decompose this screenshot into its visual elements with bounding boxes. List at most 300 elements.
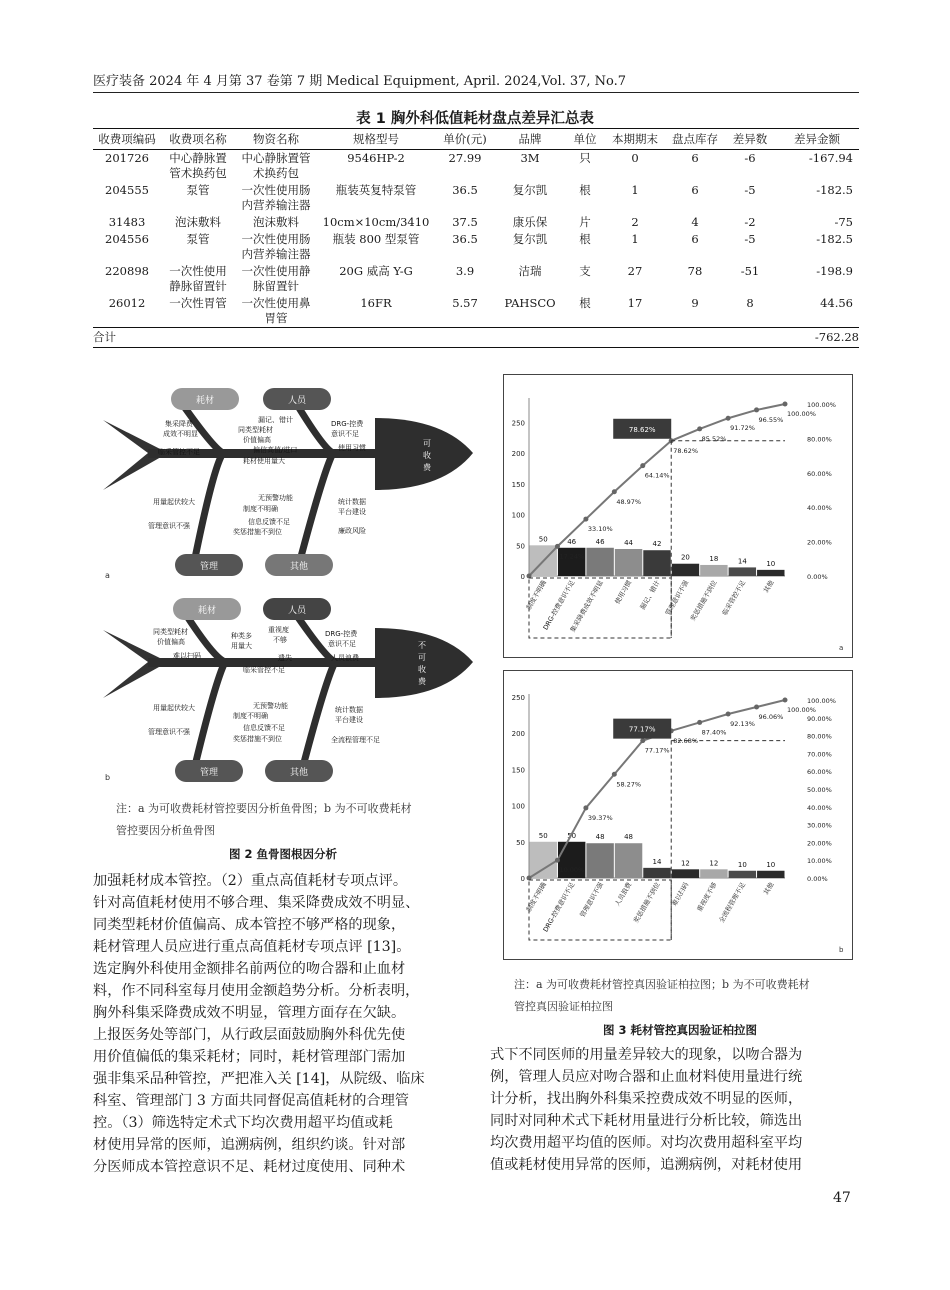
head-text: 可 xyxy=(423,439,431,448)
label: 其他 xyxy=(289,562,309,572)
table-cell: 根 xyxy=(579,183,591,197)
cause: 信息反馈不足 xyxy=(243,724,285,732)
bar-value-label: 50 xyxy=(538,535,548,544)
label: 人员 xyxy=(287,606,307,616)
table-header-cell: 单价(元) xyxy=(435,129,495,150)
bar-value-label: 48 xyxy=(624,833,634,842)
table-cell xyxy=(235,328,317,348)
x-tick-label: 制度不明确 xyxy=(524,881,548,914)
fish-head xyxy=(375,628,473,698)
y2-tick-label: 0.00% xyxy=(807,573,828,581)
panel-label: b xyxy=(105,773,111,782)
table-header-cell: 差异金额 xyxy=(775,129,859,150)
cumulative-point xyxy=(583,805,588,810)
cell-line: 脉留置针 xyxy=(253,279,299,293)
cumulative-point xyxy=(697,426,702,431)
table-cell xyxy=(161,328,235,348)
bar-value-label: 50 xyxy=(538,831,548,840)
table-cell xyxy=(435,328,495,348)
x-tick-label: 管理意识不强 xyxy=(663,579,691,617)
cause: 重视度 xyxy=(268,626,289,634)
cumulative-label: 77.17% xyxy=(644,746,670,755)
panel-label: a xyxy=(105,571,110,580)
y2-tick-label: 0.00% xyxy=(807,875,828,883)
table-cell: 片 xyxy=(579,215,591,229)
cell-line: 一次性使用 xyxy=(169,264,227,278)
text-line: 材使用异常的医师，追溯病例，组织约谈。针对部 xyxy=(93,1137,406,1153)
table-cell: 201726 xyxy=(105,151,149,165)
cause-labels xyxy=(148,625,380,744)
table-cell xyxy=(161,182,235,214)
cumulative-label: 17.24% xyxy=(559,552,585,561)
cumulative-label: 33.10% xyxy=(587,525,613,534)
y-tick-label: 200 xyxy=(511,730,525,739)
cause: 奖惩措施不到位 xyxy=(233,735,282,743)
bar xyxy=(729,871,756,878)
table-header-cell: 盘点库存 xyxy=(665,129,725,150)
y2-tick-label: 60.00% xyxy=(807,469,832,478)
text-line: 针对高值耗材使用不够合理、集采降费成效不明显、 xyxy=(93,895,420,911)
bar-value-label: 46 xyxy=(595,537,605,546)
table-header-cell: 物资名称 xyxy=(235,129,317,150)
cause: 漏记、错计 xyxy=(258,416,293,424)
cause: 奖惩措施不到位 xyxy=(233,528,282,536)
cell-line: 内营养输注器 xyxy=(241,247,311,261)
table-cell: 4 xyxy=(691,215,699,229)
cell-line: 管术换药包 xyxy=(169,166,227,180)
x-tick-label: 其他 xyxy=(762,881,776,897)
cumulative-point xyxy=(754,705,759,710)
cell-line: 泡沫敷料 xyxy=(253,215,299,229)
table-cell xyxy=(665,328,725,348)
table-cell: 2 xyxy=(631,215,639,229)
y-tick-label: 250 xyxy=(511,419,525,428)
table-title: 表 1 胸外科低值耗材盘点差异汇总表 xyxy=(356,111,594,127)
bar xyxy=(757,871,784,878)
table-cell: 17 xyxy=(627,296,643,310)
bar-value-label: 14 xyxy=(652,857,662,866)
pareto-chart-b xyxy=(503,670,853,960)
y2-tick-label: 20.00% xyxy=(807,538,832,547)
cumulative-point xyxy=(783,402,788,407)
cause: DRG-控费 xyxy=(331,420,364,428)
table-cell: 5.57 xyxy=(452,296,478,310)
cause: 种类多 xyxy=(231,632,252,640)
fig3-caption: 图 3 耗材管控真因验证柏拉图 xyxy=(602,1023,757,1037)
page-number: 47 xyxy=(833,1190,851,1206)
table-cell xyxy=(495,328,565,348)
table-cell: 44.56 xyxy=(820,296,853,310)
table-cell: 9 xyxy=(691,296,699,310)
cause: 同类型耗材 xyxy=(238,426,273,434)
table-cell: -167.94 xyxy=(808,151,853,165)
table-cell: 1 xyxy=(631,232,639,246)
table-cell: 3M xyxy=(520,151,540,165)
cumulative-point xyxy=(783,698,788,703)
table-header-cell: 规格型号 xyxy=(317,129,435,150)
table-header-cell: 收费项名称 xyxy=(161,129,235,150)
cause: 制度不明确 xyxy=(233,712,268,720)
text-line: 同时对同种术式下耗材用量进行分析比较，筛选出 xyxy=(490,1113,803,1129)
head-text: 费 xyxy=(418,677,426,686)
table-cell xyxy=(235,182,317,214)
bar xyxy=(700,565,727,576)
x-tick-label: 使用习惯 xyxy=(613,579,634,606)
bar xyxy=(615,843,642,878)
table-header-cell: 单位 xyxy=(565,129,605,150)
cumulative-label: 39.37% xyxy=(587,813,613,822)
running-header: 医疗装备 2024 年 4 月第 37 卷第 7 期 Medical Equipment, April. 2024,Vol. 37, No.7 xyxy=(93,74,627,89)
y2-tick-label: 40.00% xyxy=(807,803,832,812)
table-cell: 6 xyxy=(691,183,699,197)
cumulative-label: 87.40% xyxy=(701,728,727,737)
fig3-note xyxy=(514,974,864,1018)
cause: 成效不明显 xyxy=(163,430,198,438)
cause: 平台建设 xyxy=(338,508,366,516)
x-tick-label: 人员浪费 xyxy=(613,881,634,908)
y-tick-label: 200 xyxy=(511,450,525,459)
x-tick-label: 难以扫码 xyxy=(670,881,691,908)
table-cell: 复尔凯 xyxy=(512,232,548,246)
table-cell: 31483 xyxy=(108,215,146,229)
text-line: 计分析，找出胸外科集采控费成效不明显的医师， xyxy=(490,1091,803,1107)
cause: 使用习惯 xyxy=(338,444,366,452)
table-cell: 洁瑞 xyxy=(518,264,542,278)
cause: 难以扫码 xyxy=(173,652,201,660)
bar-value-label: 14 xyxy=(737,557,747,566)
text-line: 值或耗材使用异常的医师，追溯病例，对耗材使用 xyxy=(490,1157,803,1173)
cause: 集采降费 xyxy=(165,420,193,428)
table-cell: 瓶装英复特泵管 xyxy=(335,183,417,197)
cumulative-point xyxy=(555,858,560,863)
y2-tick-label: 40.00% xyxy=(807,504,832,513)
cause: 人员浪费 xyxy=(331,654,359,662)
cause: 无预警功能 xyxy=(253,702,288,710)
table-cell xyxy=(235,263,317,295)
note-line: 注：a 为可收费耗材管控要因分析鱼骨图；b 为不可收费耗材 xyxy=(116,802,412,815)
cumulative-label: 78.62% xyxy=(673,446,699,455)
table-cell: 支 xyxy=(579,264,591,278)
table-cell: 1 xyxy=(631,183,639,197)
table-cell: 78 xyxy=(687,264,703,278)
cumulative-label: 85.52% xyxy=(701,434,727,443)
y2-tick-label: 70.00% xyxy=(807,750,832,759)
bar-value-label: 12 xyxy=(680,859,690,868)
y2-tick-label: 80.00% xyxy=(807,732,832,741)
cell-line: 泡沫敷料 xyxy=(175,215,221,229)
x-tick-label: 奖惩措施不到位 xyxy=(688,579,719,623)
cause: 廉政风险 xyxy=(338,527,366,535)
inventory-table xyxy=(93,128,859,348)
bar xyxy=(643,550,670,576)
text-line: 料，作不同科室每月使用金额趋势分析。分析表明， xyxy=(93,983,420,999)
table-cell xyxy=(725,328,775,348)
x-tick-label: 其他 xyxy=(762,579,776,595)
label: 管理 xyxy=(199,562,219,572)
cumulative-point xyxy=(640,738,645,743)
bar xyxy=(615,549,642,576)
table-cell xyxy=(605,328,665,348)
text-line: 分医师成本管控意识不足、耗材过度使用、同种术 xyxy=(93,1159,406,1175)
y2-tick-label: 90.00% xyxy=(807,714,832,723)
cell-line: 中心静脉置 xyxy=(169,151,227,165)
table-header-cell: 本期期末 xyxy=(605,129,665,150)
table-cell: -75 xyxy=(834,215,853,229)
cumulative-point xyxy=(555,544,560,549)
cause: 平台建设 xyxy=(335,716,363,724)
table-cell: 0 xyxy=(631,151,639,165)
cumulative-point xyxy=(726,712,731,717)
x-tick-label: 临采管控不足 xyxy=(720,579,748,617)
cause: 统计数据 xyxy=(338,498,366,506)
y2-tick-label: 50.00% xyxy=(807,786,832,794)
cell-line: 一次性使用肠 xyxy=(241,232,311,246)
bar-value-label: 46 xyxy=(567,537,577,546)
text-line: 式下不同医师的用量差异较大的现象，以吻合器为 xyxy=(490,1047,803,1063)
cause: 遗失 xyxy=(278,654,292,662)
table-row xyxy=(93,295,859,328)
note-line: 管控要因分析鱼骨图 xyxy=(116,824,215,837)
table-cell: 合计 xyxy=(93,328,161,348)
note-line: 注：a 为可收费耗材管控真因验证柏拉图；b 为不可收费耗材 xyxy=(514,978,810,991)
bar xyxy=(643,868,670,878)
table-cell: 26012 xyxy=(108,296,146,310)
y2-tick-label: 10.00% xyxy=(807,857,832,866)
cause: 统计数据 xyxy=(335,706,363,714)
cell-line: 术换药包 xyxy=(253,166,299,180)
cumulative-point xyxy=(612,489,617,494)
table-row xyxy=(93,214,859,231)
cause: 信息反馈不足 xyxy=(248,518,290,526)
cumulative-label: 10.00% xyxy=(559,866,585,875)
table-cell: 36.5 xyxy=(452,232,478,246)
label: 人员 xyxy=(287,396,307,406)
text-line: 上报医务处等部门，从行政层面鼓励胸外科优先使 xyxy=(93,1027,406,1043)
cause: 制度不明确 xyxy=(243,505,278,513)
table-cell xyxy=(235,231,317,263)
text-line: 强非集采品种管控，严把准入关 [14]，从院级、临床 xyxy=(93,1071,425,1087)
note-line: 管控真因验证柏拉图 xyxy=(514,1000,613,1013)
table-cell: 10cm×10cm/3410 xyxy=(322,215,430,229)
cause: 价值偏高 xyxy=(157,638,185,646)
table-cell: 只 xyxy=(579,151,591,165)
pareto-chart-a xyxy=(503,374,853,658)
cumulative-point xyxy=(583,517,588,522)
bar xyxy=(586,548,613,576)
x-tick-label: 管理意识不强 xyxy=(578,881,605,919)
label: 耗材 xyxy=(195,396,215,406)
cell-line: 中心静脉置管 xyxy=(241,151,311,165)
bar-value-label: 48 xyxy=(595,833,605,842)
text-line: 科室、管理部门 3 方面共同督促高值耗材的合理管 xyxy=(93,1093,409,1109)
cumulative-label: 91.72% xyxy=(730,424,755,433)
table-cell: -5 xyxy=(744,232,756,246)
cause: 管理意识不强 xyxy=(148,728,190,736)
y2-tick-label: 100.00% xyxy=(807,401,836,409)
table-cell: PAHSCO xyxy=(504,296,556,310)
table-row xyxy=(93,182,859,214)
table-header-cell: 差异数 xyxy=(725,129,775,150)
x-tick-label: 重视度不够 xyxy=(695,881,719,914)
cell-line: 静脉留置针 xyxy=(169,279,227,293)
cell-line: 泵管 xyxy=(186,232,210,246)
table-cell: 20G 威高 Y-G xyxy=(339,264,413,278)
cause: 不够 xyxy=(273,636,287,644)
y2-tick-label: 80.00% xyxy=(807,435,832,444)
threshold-label: 78.62% xyxy=(628,425,656,434)
cumulative-point xyxy=(640,463,645,468)
bar xyxy=(700,869,727,878)
cause: 临采管控不足 xyxy=(243,666,285,674)
text-line: 控。（3）筛选特定术式下均次费用超平均值或耗 xyxy=(93,1115,393,1131)
cumulative-label: 64.14% xyxy=(644,471,670,480)
table-cell: -51 xyxy=(740,264,760,278)
table-cell: 8 xyxy=(746,296,754,310)
bar-value-label: 10 xyxy=(766,860,776,869)
table-cell xyxy=(235,214,317,231)
cell-line: 一次性使用静 xyxy=(241,264,311,278)
table-cell: 204555 xyxy=(105,183,149,197)
head-text: 收 xyxy=(418,665,426,674)
head-text: 收 xyxy=(423,451,431,460)
cause: 同类型耗材 xyxy=(153,628,188,636)
table-cell xyxy=(161,263,235,295)
bone-1 xyxy=(183,610,225,774)
y-tick-label: 0 xyxy=(520,573,525,581)
table-cell xyxy=(565,328,605,348)
table-cell: 204556 xyxy=(105,232,149,246)
bar xyxy=(586,843,613,878)
label: 管理 xyxy=(199,768,219,778)
table-row xyxy=(93,231,859,263)
table-cell: 37.5 xyxy=(452,215,478,229)
text-line: 例，管理人员应对吻合器和止血材料使用量进行统 xyxy=(490,1069,803,1085)
y-tick-label: 150 xyxy=(511,480,525,489)
table-cell: 16FR xyxy=(360,296,392,310)
threshold-label: 77.17% xyxy=(628,725,656,734)
table-cell xyxy=(161,295,235,328)
table-row xyxy=(93,263,859,295)
panel-label: a xyxy=(839,644,844,652)
table-cell: -762.28 xyxy=(775,328,859,348)
bar-value-label: 20 xyxy=(680,553,690,562)
bar-value-label: 44 xyxy=(624,538,634,547)
table-cell: 6 xyxy=(691,151,699,165)
y-tick-label: 50 xyxy=(516,542,525,551)
head-text: 费 xyxy=(423,463,431,472)
cell-line: 一次性使用肠 xyxy=(241,183,311,197)
cumulative-point xyxy=(697,720,702,725)
table-cell xyxy=(161,214,235,231)
head-text: 可 xyxy=(418,653,426,662)
cause: 意识不足 xyxy=(328,640,356,648)
text-line: 用价值偏低的集采耗材；同时，耗材管理部门需加 xyxy=(93,1049,406,1065)
fishbone-b xyxy=(93,592,473,792)
table-cell: 3.9 xyxy=(455,264,475,278)
y2-tick-label: 30.00% xyxy=(807,821,832,830)
table-cell xyxy=(161,150,235,183)
table-cell: 27.99 xyxy=(448,151,482,165)
cell-line: 内营养输注器 xyxy=(241,198,311,212)
table-total-row xyxy=(93,328,859,348)
cause: 临采管控不足 xyxy=(158,448,200,456)
y2-tick-label: 60.00% xyxy=(807,768,832,777)
text-line: 同类型耗材价值偏高、成本管控不够严格的现象， xyxy=(93,917,406,933)
bar-value-label: 10 xyxy=(766,559,776,568)
label: 耗材 xyxy=(197,606,217,616)
left-column-text xyxy=(93,870,463,1178)
x-tick-label: 制度不明确 xyxy=(524,579,548,612)
bar xyxy=(672,869,699,878)
cause: 耗材使用量大 xyxy=(243,457,285,465)
table-cell xyxy=(317,328,435,348)
x-tick-label: 集采降费成效不明显 xyxy=(568,579,605,634)
right-column-text xyxy=(490,1044,860,1176)
table-cell xyxy=(235,150,317,183)
y2-tick-label: 20.00% xyxy=(807,839,832,848)
y-tick-label: 150 xyxy=(511,766,525,775)
cumulative-label: 92.13% xyxy=(730,720,755,729)
cause-labels xyxy=(148,415,366,536)
cause: 意识不足 xyxy=(331,430,359,438)
table-cell: 9546HP-2 xyxy=(347,151,405,165)
cell-line: 泵管 xyxy=(186,183,210,197)
table-cell: 27 xyxy=(627,264,643,278)
table-cell: 36.5 xyxy=(452,183,478,197)
text-line: 加强耗材成本管控。（2）重点高值耗材专项点评。 xyxy=(93,873,408,889)
y-tick-label: 250 xyxy=(511,693,525,702)
table-row xyxy=(93,150,859,183)
table-header-cell: 收费项编码 xyxy=(93,129,161,150)
cumulative-point xyxy=(754,407,759,412)
table-cell: 220898 xyxy=(105,264,149,278)
x-tick-label: 奖惩措施不到位 xyxy=(632,881,662,925)
table-cell: 6 xyxy=(691,232,699,246)
bar xyxy=(729,567,756,576)
text-line: 均次费用超平均值的医师。对均次费用超科室平均 xyxy=(490,1135,803,1151)
y-tick-label: 50 xyxy=(516,838,525,847)
cumulative-label: 100.00% xyxy=(787,706,816,714)
cause: 价值偏高 xyxy=(243,436,271,444)
header-rule xyxy=(93,92,859,93)
cause: 用量起伏较大 xyxy=(153,704,195,712)
bar xyxy=(672,564,699,576)
fig2-caption: 图 2 鱼骨图根因分析 xyxy=(228,847,337,861)
cumulative-label: 96.06% xyxy=(758,713,784,722)
fishbone-a xyxy=(93,378,473,588)
table-cell: -198.9 xyxy=(816,264,853,278)
cumulative-label: 100.00% xyxy=(787,410,816,418)
x-tick-label: 漏记、错计 xyxy=(638,579,662,612)
cumulative-label: 58.27% xyxy=(616,780,642,789)
bar xyxy=(530,842,557,878)
table-header-cell: 品牌 xyxy=(495,129,565,150)
table-cell: -182.5 xyxy=(816,232,853,246)
x-tick-label: DRG-控费意识不足 xyxy=(541,579,577,632)
cause: DRG-控费 xyxy=(325,630,358,638)
table-cell: 瓶装 800 型泵管 xyxy=(332,232,420,246)
cause: 全流程管理不足 xyxy=(331,736,380,744)
bar-value-label: 42 xyxy=(652,540,662,549)
table-cell: 康乐保 xyxy=(512,215,548,229)
cause: 管理意识不强 xyxy=(148,522,190,530)
table-cell: -6 xyxy=(744,151,756,165)
bar-value-label: 50 xyxy=(567,831,577,840)
x-tick-label: DRG-控费意识不足 xyxy=(541,881,577,934)
label: 其他 xyxy=(289,768,309,778)
cumulative-point xyxy=(726,416,731,421)
bar-value-label: 10 xyxy=(737,860,747,869)
